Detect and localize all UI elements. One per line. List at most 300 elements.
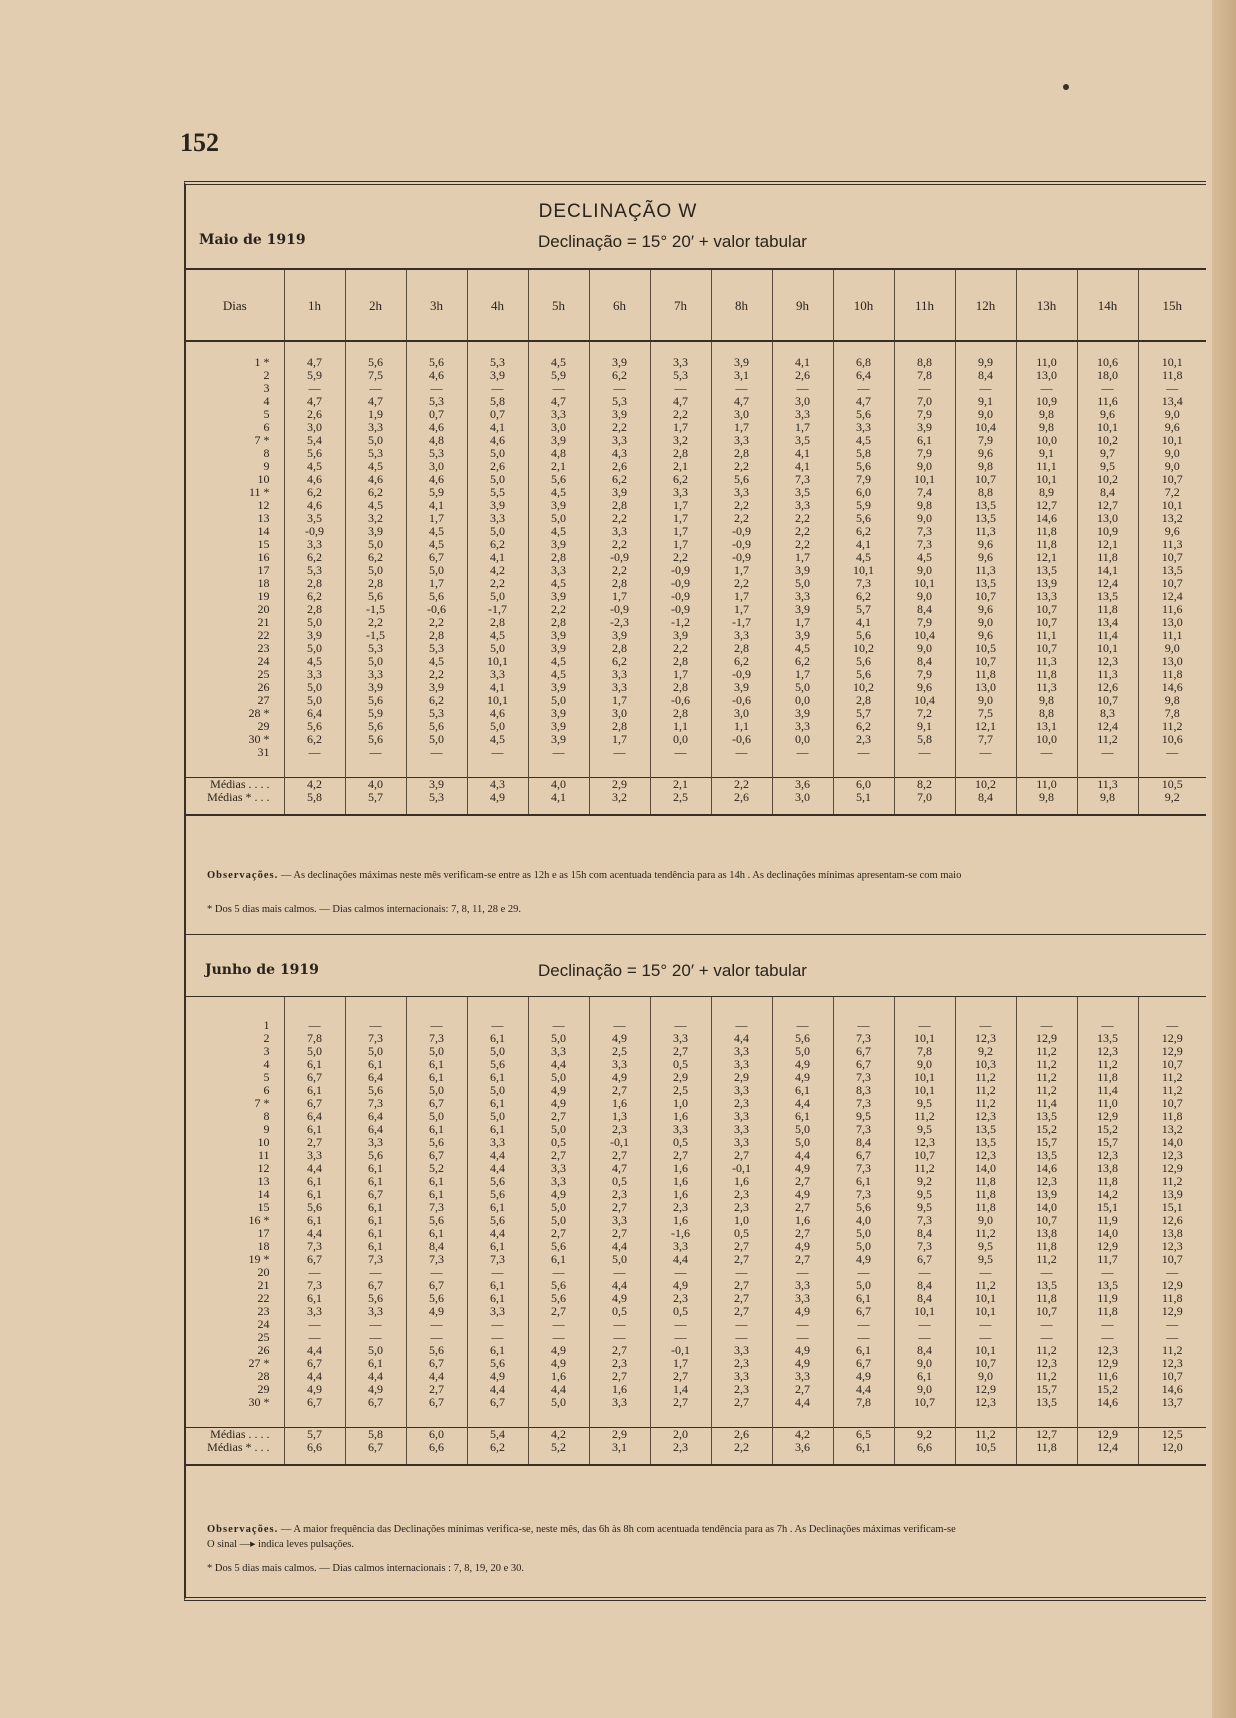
table-cell: 7,3 [467, 1253, 528, 1266]
table-cell: 9,1 [1016, 447, 1077, 460]
row-label: 3 [263, 1045, 270, 1058]
table-cell: 3,1 [711, 369, 772, 382]
table-row [186, 1032, 1206, 1045]
table-cell: 11,2 [955, 1227, 1016, 1240]
table-cell: 7,4 [894, 486, 955, 499]
table-row [186, 733, 1206, 746]
table-cell: 5,0 [284, 1045, 345, 1058]
table-cell: 6,7 [406, 1097, 467, 1110]
table-cell: 15,2 [1077, 1123, 1138, 1136]
table-cell: 10,9 [1077, 525, 1138, 538]
table-cell: 5,3 [467, 356, 528, 369]
table-cell: 3,9 [528, 707, 589, 720]
table-cell: 6,1 [833, 1441, 894, 1454]
table-cell: 3,9 [650, 629, 711, 642]
table-cell: 13,0 [1138, 616, 1206, 629]
table-cell: 3,3 [650, 1123, 711, 1136]
table-cell: 8,4 [833, 1136, 894, 1149]
table-cell: — [955, 382, 1016, 395]
table-cell [955, 341, 1016, 356]
table-cell: 5,8 [467, 395, 528, 408]
table-cell: 3,3 [528, 564, 589, 577]
table-cell [467, 1454, 528, 1465]
table-cell: 5,8 [345, 1428, 406, 1442]
table-cell: 10,0 [1016, 434, 1077, 447]
table-cell: 1,6 [589, 1383, 650, 1396]
table-row [186, 499, 1206, 512]
table-cell: 3,3 [711, 1123, 772, 1136]
table-cell: 3,2 [345, 512, 406, 525]
table-cell: 9,0 [894, 590, 955, 603]
table-cell: — [1016, 1331, 1077, 1344]
table-cell [1077, 1409, 1138, 1428]
table-cell: 2,7 [589, 1201, 650, 1214]
table-cell [284, 759, 345, 778]
table-cell: 4,5 [528, 356, 589, 369]
table-cell [528, 804, 589, 815]
table-cell: 5,2 [406, 1162, 467, 1175]
table-cell: 14,0 [1077, 1227, 1138, 1240]
table-row [186, 1019, 1206, 1032]
table-cell: 5,6 [345, 720, 406, 733]
table-cell: 2,2 [711, 1441, 772, 1454]
table-cell: 2,2 [589, 564, 650, 577]
table-cell: 5,5 [467, 486, 528, 499]
table-cell: 6,0 [833, 486, 894, 499]
table-cell: 3,3 [467, 512, 528, 525]
table-cell: 6,7 [406, 1149, 467, 1162]
table-cell: 2,7 [711, 1279, 772, 1292]
table-cell: 2,3 [711, 1188, 772, 1201]
table-cell: 1,6 [589, 1097, 650, 1110]
table-cell: 4,5 [894, 551, 955, 564]
table-cell: 6,7 [833, 1058, 894, 1071]
table-cell [345, 997, 406, 1006]
row-label: 26 [257, 1344, 270, 1357]
table-cell [894, 1454, 955, 1465]
table-cell: — [711, 1318, 772, 1331]
row-label: 18 [257, 1240, 270, 1253]
table-row [186, 668, 1206, 681]
table-cell: 2,7 [711, 1292, 772, 1305]
table-cell: 6,1 [467, 1201, 528, 1214]
table-cell: — [772, 1266, 833, 1279]
average-row [186, 791, 1206, 804]
table-cell: -1,5 [345, 603, 406, 616]
table-cell: 4,4 [772, 1149, 833, 1162]
table-cell: — [345, 1318, 406, 1331]
table-row [186, 1357, 1206, 1370]
table-cell: 1,7 [711, 590, 772, 603]
table-cell: 2,2 [772, 525, 833, 538]
table-cell: 6,2 [833, 525, 894, 538]
table-cell: 11,2 [1138, 1071, 1206, 1084]
table-cell: 3,9 [528, 499, 589, 512]
table-cell: 2,1 [528, 460, 589, 473]
table-cell: 6,1 [833, 1292, 894, 1305]
table-cell: 7,3 [284, 1279, 345, 1292]
table-cell: 5,0 [833, 1240, 894, 1253]
table-cell: 10,2 [955, 778, 1016, 792]
table-cell [955, 1005, 1016, 1019]
table-cell: 6,1 [894, 434, 955, 447]
table-cell [528, 1005, 589, 1019]
table-cell: 2,6 [467, 460, 528, 473]
row-label: 28 [257, 1370, 270, 1383]
table-cell: 4,9 [772, 1162, 833, 1175]
table-cell: 6,1 [345, 1214, 406, 1227]
table-cell: 2,2 [711, 577, 772, 590]
table-cell: -0,9 [589, 603, 650, 616]
table-cell: 1,4 [650, 1383, 711, 1396]
table-cell: 12,4 [1138, 590, 1206, 603]
table-cell: 1,7 [772, 421, 833, 434]
row-label: 23 [257, 1305, 270, 1318]
table-cell: — [1077, 1318, 1138, 1331]
table-cell: 12,3 [1138, 1357, 1206, 1370]
table-cell: 11,4 [1077, 1084, 1138, 1097]
table-cell: 5,0 [467, 447, 528, 460]
table-cell: 5,6 [345, 1292, 406, 1305]
table-cell: 11,8 [1138, 1110, 1206, 1123]
table-cell: — [284, 746, 345, 759]
table-cell: 10,7 [1138, 473, 1206, 486]
row-label [186, 1454, 284, 1465]
table-cell: 6,1 [467, 1240, 528, 1253]
table-cell: 5,6 [528, 1279, 589, 1292]
table-cell: 11,0 [1016, 356, 1077, 369]
table-cell: 11,6 [1077, 395, 1138, 408]
table-cell: 5,0 [528, 1396, 589, 1409]
table-cell [589, 759, 650, 778]
table-cell [650, 341, 711, 356]
table-cell: -1,5 [345, 629, 406, 642]
table-cell: 14,6 [1138, 681, 1206, 694]
table-cell: 4,2 [772, 1428, 833, 1442]
table-cell: 2,3 [650, 1441, 711, 1454]
table-cell: 10,7 [1016, 1214, 1077, 1227]
table-cell: 6,4 [345, 1071, 406, 1084]
table-row [186, 512, 1206, 525]
table-cell: 4,5 [467, 733, 528, 746]
table-row [186, 1305, 1206, 1318]
table-cell [345, 804, 406, 815]
table-cell: 15,2 [1016, 1123, 1077, 1136]
table-row [186, 1253, 1206, 1266]
table-cell: 4,4 [284, 1162, 345, 1175]
table-cell: 9,8 [955, 460, 1016, 473]
table-cell: 4,9 [589, 1032, 650, 1045]
table-cell: 2,7 [650, 1396, 711, 1409]
table-cell [894, 997, 955, 1006]
table-cell: 6,7 [345, 1188, 406, 1201]
table-cell: 11,3 [955, 525, 1016, 538]
table-cell: 7,9 [894, 616, 955, 629]
table-cell: 3,9 [345, 525, 406, 538]
table-cell: 3,0 [406, 460, 467, 473]
table-cell: 5,0 [467, 1110, 528, 1123]
table-row [186, 460, 1206, 473]
table-cell: 5,6 [528, 1292, 589, 1305]
table-cell: 13,0 [1016, 369, 1077, 382]
table-cell: — [1016, 1019, 1077, 1032]
table-cell: 2,3 [650, 1201, 711, 1214]
table-cell: 4,5 [833, 434, 894, 447]
june-calm-days: * Dos 5 dias mais calmos. — Dias calmos internacionais : 7, 8, 19, 20 e 30. [207, 1563, 524, 1574]
table-cell: 4,5 [528, 577, 589, 590]
table-cell: 4,4 [589, 1279, 650, 1292]
row-label: 8 [263, 447, 270, 460]
table-cell: 4,9 [284, 1383, 345, 1396]
table-cell: 12,7 [1016, 499, 1077, 512]
table-cell: 1,6 [528, 1370, 589, 1383]
table-cell: 5,0 [589, 1253, 650, 1266]
table-cell: 3,3 [345, 1305, 406, 1318]
table-cell: 11,2 [955, 1097, 1016, 1110]
table-cell: 6,1 [284, 1058, 345, 1071]
table-cell: 12,9 [1077, 1110, 1138, 1123]
table-cell: 11,2 [1138, 1175, 1206, 1188]
table-cell: — [1016, 746, 1077, 759]
table-cell: 6,7 [284, 1396, 345, 1409]
table-cell: 3,3 [711, 486, 772, 499]
table-cell [1016, 1409, 1077, 1428]
table-cell: 11,4 [1016, 1097, 1077, 1110]
table-cell: 3,3 [528, 1162, 589, 1175]
table-row [186, 421, 1206, 434]
table-cell: 12,6 [1077, 681, 1138, 694]
table-cell: 6,6 [894, 1441, 955, 1454]
table-cell: 5,0 [467, 1045, 528, 1058]
table-cell: 4,9 [772, 1188, 833, 1201]
table-cell [1077, 804, 1138, 815]
table-cell: 7,3 [833, 1162, 894, 1175]
table-cell: — [1138, 746, 1206, 759]
table-cell: 3,9 [528, 538, 589, 551]
row-label: 16 * [248, 1214, 270, 1227]
hour-header: 3h [406, 269, 467, 341]
table-cell: 0,0 [772, 733, 833, 746]
table-cell: 2,7 [772, 1175, 833, 1188]
table-cell: 10,7 [1016, 642, 1077, 655]
table-cell: — [772, 1318, 833, 1331]
table-row [186, 382, 1206, 395]
table-cell: 10,2 [833, 681, 894, 694]
dias-header: Dias [186, 269, 284, 341]
table-cell: 9,8 [1016, 791, 1077, 804]
row-label: 5 [263, 408, 270, 421]
table-cell: 4,2 [467, 564, 528, 577]
table-cell: 2,6 [711, 1428, 772, 1442]
table-cell: 10,7 [955, 655, 1016, 668]
table-cell: 3,9 [528, 590, 589, 603]
table-cell: 9,6 [1138, 525, 1206, 538]
table-cell: 10,7 [1138, 1097, 1206, 1110]
table-row [186, 1188, 1206, 1201]
table-cell [1016, 804, 1077, 815]
table-cell: 3,3 [711, 1344, 772, 1357]
table-cell: 9,2 [1138, 791, 1206, 804]
june-table [186, 996, 1206, 1466]
table-cell: 2,7 [711, 1305, 772, 1318]
table-cell: 5,6 [345, 733, 406, 746]
table-cell: 8,4 [894, 1227, 955, 1240]
hour-header: 9h [772, 269, 833, 341]
table-row [186, 1214, 1206, 1227]
table-cell: 4,4 [467, 1162, 528, 1175]
table-cell [467, 1409, 528, 1428]
row-label: 25 [257, 668, 270, 681]
table-cell: -0,9 [650, 603, 711, 616]
table-cell: 3,0 [711, 408, 772, 421]
table-cell: 2,3 [711, 1201, 772, 1214]
table-cell [1016, 759, 1077, 778]
table-cell: 7,3 [833, 1032, 894, 1045]
table-cell: 9,1 [955, 395, 1016, 408]
table-cell: — [1138, 1331, 1206, 1344]
table-cell: 3,3 [345, 421, 406, 434]
hour-header: 10h [833, 269, 894, 341]
table-cell: 11,2 [1077, 733, 1138, 746]
table-cell: -0,9 [711, 551, 772, 564]
table-row [186, 707, 1206, 720]
table-cell: 3,3 [650, 486, 711, 499]
table-cell: 2,6 [284, 408, 345, 421]
table-cell: 4,9 [772, 1305, 833, 1318]
table-cell: 7,8 [833, 1396, 894, 1409]
table-cell: 1,7 [650, 525, 711, 538]
row-label: 3 [263, 382, 270, 395]
table-cell: 2,2 [650, 551, 711, 564]
table-cell [589, 341, 650, 356]
table-cell: 5,8 [894, 733, 955, 746]
table-cell: 12,5 [1138, 1428, 1206, 1442]
table-cell: 11,8 [1016, 1441, 1077, 1454]
row-label: 29 [257, 1383, 270, 1396]
row-label: 11 * [248, 486, 270, 499]
table-cell: 2,8 [711, 642, 772, 655]
table-cell: 11,6 [1077, 1370, 1138, 1383]
table-cell: 4,3 [467, 778, 528, 792]
table-row [186, 1162, 1206, 1175]
table-cell: 5,6 [406, 720, 467, 733]
table-cell: 6,1 [772, 1084, 833, 1097]
table-cell: 7,2 [894, 707, 955, 720]
table-cell [1138, 1005, 1206, 1019]
table-cell: 4,1 [406, 499, 467, 512]
table-row [186, 1331, 1206, 1344]
table-cell [467, 1005, 528, 1019]
table-cell [1016, 1005, 1077, 1019]
table-cell: 5,6 [467, 1214, 528, 1227]
table-cell: 5,6 [833, 629, 894, 642]
table-cell: 10,7 [894, 1149, 955, 1162]
table-cell: 10,7 [894, 1396, 955, 1409]
june-title: Junho de 1919 [205, 962, 319, 978]
table-cell: 4,4 [284, 1344, 345, 1357]
table-cell: 5,6 [833, 460, 894, 473]
table-cell: 13,3 [1016, 590, 1077, 603]
table-cell: 5,0 [345, 655, 406, 668]
table-cell: 5,0 [772, 577, 833, 590]
table-cell: 1,6 [772, 1214, 833, 1227]
table-cell [467, 997, 528, 1006]
table-cell: -0,9 [650, 564, 711, 577]
table-cell: 2,8 [833, 694, 894, 707]
table-cell: -1,7 [711, 616, 772, 629]
table-cell: 0,7 [467, 408, 528, 421]
table-cell: 11,2 [1016, 1370, 1077, 1383]
table-cell: 9,8 [894, 499, 955, 512]
table-cell: 10,5 [955, 1441, 1016, 1454]
table-cell: — [894, 1331, 955, 1344]
table-cell: 5,7 [833, 707, 894, 720]
table-cell: 13,4 [1077, 616, 1138, 629]
table-cell: — [589, 1331, 650, 1344]
table-cell: 10,0 [1016, 733, 1077, 746]
row-label: 22 [257, 629, 270, 642]
table-cell [711, 759, 772, 778]
table-cell: 2,3 [711, 1383, 772, 1396]
table-cell: — [711, 1331, 772, 1344]
row-label: 12 [257, 1162, 270, 1175]
table-cell: 11,2 [894, 1162, 955, 1175]
table-cell: 4,5 [284, 655, 345, 668]
table-cell: 5,6 [345, 694, 406, 707]
table-cell: 2,3 [589, 1357, 650, 1370]
table-cell: 10,1 [894, 1084, 955, 1097]
table-cell [284, 1005, 345, 1019]
table-cell: 12,3 [955, 1396, 1016, 1409]
june-obs-note: O sinal —▸ indica leves pulsações. [207, 1539, 354, 1550]
row-label: Médias * . . . [207, 791, 270, 804]
table-cell: 12,9 [1077, 1240, 1138, 1253]
table-cell: 4,5 [528, 668, 589, 681]
table-cell: 3,9 [528, 720, 589, 733]
page-edge [1212, 0, 1236, 1718]
table-cell: 1,6 [650, 1188, 711, 1201]
table-cell [772, 341, 833, 356]
table-cell: 6,1 [833, 1175, 894, 1188]
table-cell: 10,2 [1077, 434, 1138, 447]
table-cell: 8,4 [894, 655, 955, 668]
table-cell: 4,1 [467, 681, 528, 694]
table-cell: 4,4 [833, 1383, 894, 1396]
table-cell: 9,6 [894, 681, 955, 694]
table-cell: 5,3 [345, 447, 406, 460]
table-cell: 4,4 [467, 1149, 528, 1162]
table-cell: 5,6 [406, 1136, 467, 1149]
table-cell: 9,0 [955, 694, 1016, 707]
table-cell: — [955, 1019, 1016, 1032]
table-row [186, 1266, 1206, 1279]
table-cell: 4,9 [528, 1188, 589, 1201]
table-cell: 6,4 [284, 707, 345, 720]
table-cell: 4,4 [772, 1396, 833, 1409]
row-label: 6 [263, 1084, 270, 1097]
table-cell: 1,7 [772, 551, 833, 564]
row-label: 4 [263, 395, 270, 408]
table-cell: 9,0 [955, 1214, 1016, 1227]
table-cell: 4,9 [528, 1344, 589, 1357]
table-cell: 5,0 [345, 434, 406, 447]
table-cell: 3,9 [772, 707, 833, 720]
table-cell: 6,2 [772, 655, 833, 668]
table-cell: 4,6 [406, 473, 467, 486]
table-cell: 10,1 [894, 1071, 955, 1084]
table-cell: 3,3 [284, 668, 345, 681]
table-cell: 13,2 [1138, 1123, 1206, 1136]
